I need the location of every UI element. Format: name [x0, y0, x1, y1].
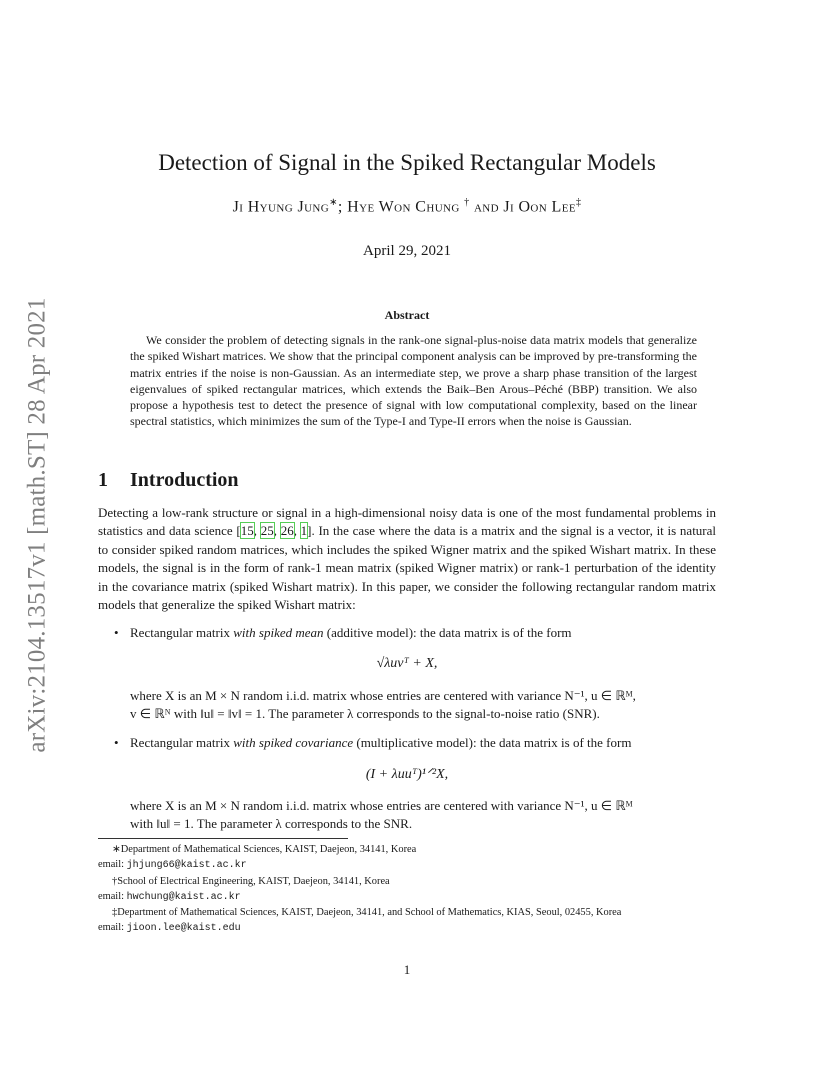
- author-name: Ji Oon Lee: [503, 198, 576, 216]
- list-emphasis: with spiked covariance: [233, 735, 354, 750]
- author-list: [98, 197, 716, 216]
- list-emphasis: with spiked mean: [233, 625, 324, 640]
- list-text: where X is an M × N random i.i.d. matrix whose entries are centered with variance N⁻¹, u ∈ ℝᴹ,: [130, 688, 636, 703]
- footnote-email-line: [98, 920, 728, 936]
- footnote-affiliation: ∗Department of Mathematical Sciences, KAIST, Daejeon, 34141, Korea: [112, 844, 417, 855]
- paper-title: Detection of Signal in the Spiked Rectangular Models: [158, 150, 656, 175]
- bullet-icon: •: [114, 625, 119, 640]
- author-conjunction: and: [469, 198, 504, 216]
- section-number: 1: [98, 469, 108, 491]
- footnote-mark[interactable]: ∗: [329, 197, 338, 208]
- list-item-text: [130, 797, 714, 834]
- list-item-text: [130, 624, 714, 642]
- email-link[interactable]: hwchung@kaist.ac.kr: [126, 891, 241, 903]
- email-label: email:: [98, 859, 127, 871]
- author-name: Ji Hyung Jung: [232, 198, 330, 216]
- footnote-rule: [98, 838, 348, 839]
- footnote-email-line: [98, 889, 728, 905]
- list-text: (multiplicative model): the data matrix is of the form: [353, 735, 632, 750]
- page-number: 1: [403, 962, 411, 977]
- section-title: Introduction: [130, 469, 239, 491]
- citation-link[interactable]: 15: [240, 523, 254, 539]
- list-item-text: [130, 734, 714, 752]
- footnote-affiliation: †School of Electrical Engineering, KAIST, Daejeon, 34141, Korea: [112, 875, 390, 887]
- equation-multiplicative: (I + λuuᵀ)¹ᐟ²X,: [365, 767, 449, 782]
- footnotes: [98, 842, 728, 937]
- footnote-mark[interactable]: ‡: [575, 197, 582, 208]
- list-text: v ∈ ℝᴺ with ‖u‖ = ‖v‖ = 1. The parameter λ corresponds to the signal-to-noise ratio (SNR).: [130, 706, 600, 722]
- citation-link[interactable]: 26: [280, 523, 294, 539]
- list-item-text: [130, 687, 714, 724]
- email-label: email:: [98, 890, 127, 902]
- paper-date: April 29, 2021: [363, 243, 451, 259]
- list-text: where X is an M × N random i.i.d. matrix whose entries are centered with variance N⁻¹, u ∈ ℝᴹ: [130, 798, 633, 813]
- email-label: email:: [98, 922, 127, 934]
- list-text: Rectangular matrix: [130, 625, 234, 640]
- list-item: [114, 624, 714, 642]
- footnote-mark[interactable]: †: [464, 197, 470, 208]
- list-item-description: [118, 797, 714, 834]
- citation-link[interactable]: 25: [260, 523, 274, 539]
- arxiv-identifier: arXiv:2104.13517v1 [math.ST] 28 Apr 2021: [24, 297, 51, 753]
- list-text: with ‖u‖ = 1. The parameter λ corresponds to the SNR.: [130, 816, 413, 832]
- email-link[interactable]: jhjung66@kaist.ac.kr: [126, 860, 247, 872]
- footnote-email-line: [98, 857, 728, 873]
- author-name: Hye Won Chung: [347, 198, 460, 216]
- bullet-icon: •: [114, 735, 119, 750]
- citation-link[interactable]: 1: [300, 523, 308, 539]
- list-item-description: [118, 687, 714, 724]
- intro-text: Detecting a low-rank structure or signal in a high-dimensional noisy data is one of the most fundamental problems in statistics and data science [: [98, 505, 716, 539]
- list-text: (additive model): the data matrix is of the form: [323, 625, 572, 640]
- intro-text: ]. In the case where the data is a matrix and the signal is a vector, it is natural to consider spiked random matrices, which includes the spiked Wigner matrix and the spiked Wishart matrix. In these models, the signal is in the form of rank-1 mean matrix (spiked Wigner matrix) or rank-1 perturbation of the identity in the covariance matrix (spiked Wishart matrix). In this paper, we consider the following rectangular random matrix models that generalize the spiked Wishart matrix:: [98, 523, 717, 613]
- section-heading: [98, 469, 716, 492]
- arxiv-stamp: [18, 275, 58, 775]
- footnote-affiliation: ‡Department of Mathematical Sciences, KAIST, Daejeon, 34141, and School of Mathematics, KIAS, Seoul, 02455, Korea: [112, 907, 622, 919]
- intro-paragraph: Detecting a low-rank structure or signal in a high-dimensional noisy data is one of the most fundamental problems in statistics and data science [15, 25, 26, 1]. In the case where the data is a matrix and the signal is a vector, it is natural to consider spiked random matrices, which includes the spiked Wigner matrix and the spiked Wishart matrix. In these models, the signal is in the form of rank-1 mean matrix (spiked Wigner matrix) or rank-1 perturbation of the identity in the covariance matrix (spiked Wishart matrix). In this paper, we consider the following rectangular random matrix models that generalize the spiked Wishart matrix:: [98, 505, 717, 613]
- list-text: Rectangular matrix: [130, 735, 234, 750]
- abstract-text: We consider the problem of detecting signals in the rank-one signal-plus-noise data matrix models that generalize the spiked Wishart matrices. We show that the principal component analysis can be improved by pre-transforming the matrix entries if the noise is non-Gaussian. As an intermediate step, we prove a sharp phase transition of the largest eigenvalues of spiked rectangular matrices, which extends the Baik–Ben Arous–Péché (BBP) transition. We also propose a hypothesis test to detect the presence of signal with low computational complexity, based on the linear spectral statistics, which minimizes the sum of the Type-I and Type-II errors when the noise is Gaussian.: [130, 333, 697, 429]
- email-link[interactable]: jioon.lee@kaist.edu: [126, 923, 241, 935]
- list-item: [114, 734, 714, 752]
- author-separator: ;: [337, 198, 348, 216]
- equation-additive: √λuvᵀ + X,: [376, 656, 438, 671]
- abstract-heading: Abstract: [384, 308, 430, 322]
